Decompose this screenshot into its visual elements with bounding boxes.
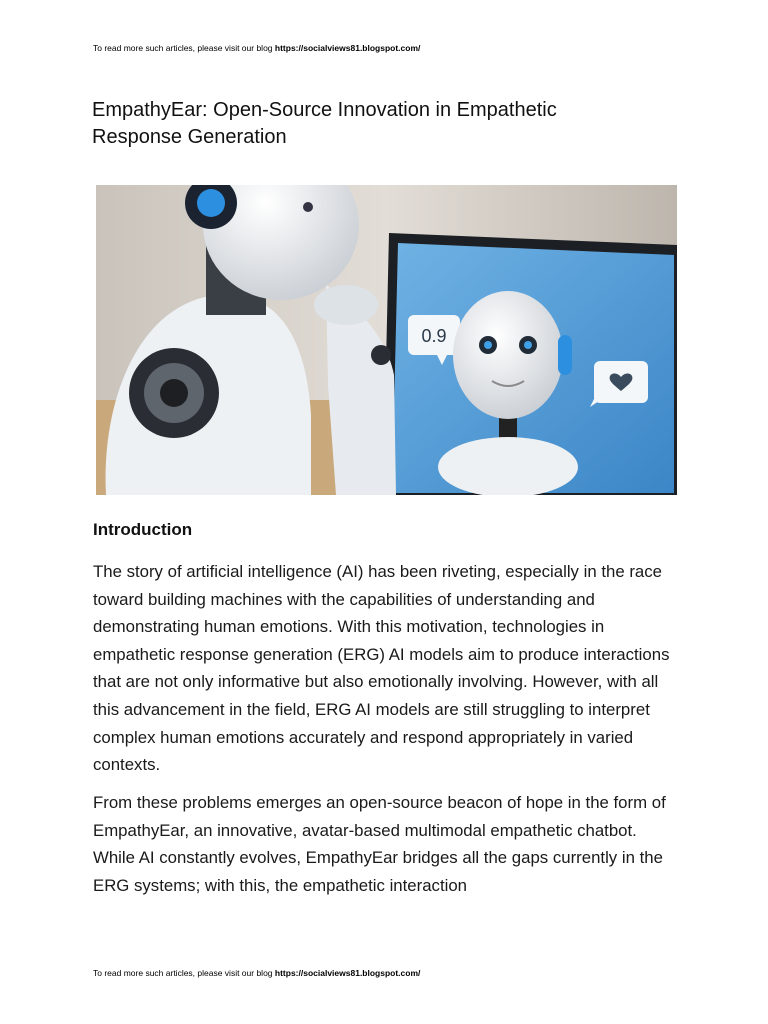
header-note-text: To read more such articles, please visit our blog [93, 43, 275, 53]
svg-text:0.9: 0.9 [421, 326, 447, 346]
paragraph-empathyear: From these problems emerges an open-source beacon of hope in the form of EmpathyEar, an innovative, avatar-based multimodal empathetic chatbot. While AI constantly evolves, EmpathyEar bridges all the gaps currently in the ERG systems; with this, the empathetic interaction [93, 793, 666, 895]
section-heading: Introduction [93, 520, 193, 539]
footer-note-text: To read more such articles, please visit our blog [93, 968, 275, 978]
footer-blog-link[interactable]: https://socialviews81.blogspot.com/ [274, 968, 421, 978]
paragraph-intro: The story of artificial intelligence (AI) has been riveting, especially in the race toward building machines with the capabilities of understanding and demonstrating human emotions. With this motivation, technologies in empathetic response generation (ERG) AI models aim to produce interactions that are not only informative but also emotionally involving. However, with all this advancement in the field, ERG AI models are still struggling to interpret complex human emotions accurately and respond appropriately in varied contexts. [93, 562, 670, 775]
hero-image [96, 185, 677, 495]
header-note [93, 43, 420, 53]
footer-note [93, 968, 420, 978]
blog-link[interactable]: https://socialviews81.blogspot.com/ [274, 43, 421, 53]
speech-bubble-right [590, 361, 648, 407]
article-title: EmpathyEar: Open-Source Innovation in Empathetic Response Generation [92, 99, 557, 148]
